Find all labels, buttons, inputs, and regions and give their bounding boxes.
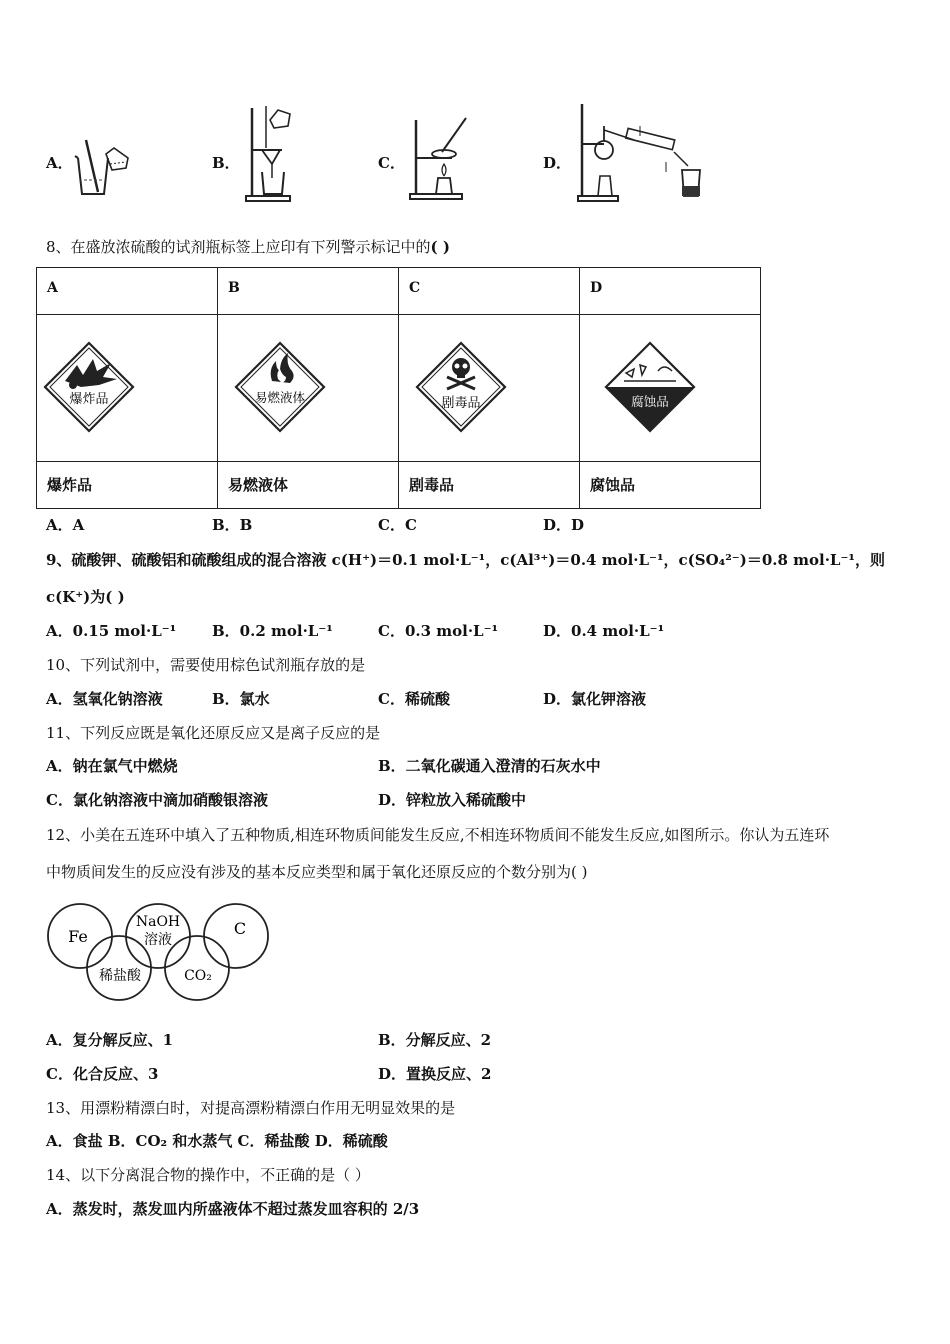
q9-stem-line2: c(K⁺)为( ) xyxy=(46,588,125,606)
table-header-d: D xyxy=(580,268,761,315)
q9-stem-line1: 9、硫酸钾、硫酸铝和硫酸组成的混合溶液 c(H⁺)＝0.1 mol·L⁻¹，c(Al³⁺)＝0.4 mol·L⁻¹，c(SO₄²⁻)＝0.8 mol·L⁻¹，则 xyxy=(46,551,885,569)
corrosive-sign-cell xyxy=(580,315,761,462)
q12-stem-line1: 12、小美在五连环中填入了五种物质,相连环物质间能发生反应,不相连环物质间不能发生反应,如图所示。你认为五连环 xyxy=(46,826,830,844)
table-header-a: A xyxy=(37,268,218,315)
q9-option-b[interactable]: B．0.2 mol·L⁻¹ xyxy=(212,622,333,640)
q12-option-b[interactable]: B．分解反应、2 xyxy=(378,1031,492,1049)
five-rings-diagram xyxy=(44,900,274,1006)
sign-text-flammable: 易燃液体 xyxy=(254,390,306,405)
q8-option-c[interactable]: C．C xyxy=(378,516,417,534)
flammable-sign-icon xyxy=(218,315,398,461)
q8-option-d[interactable]: D．D xyxy=(543,516,585,534)
q10-stem: 10、下列试剂中，需要使用棕色试剂瓶存放的是 xyxy=(46,656,366,674)
q13-options[interactable]: A．食盐 B．CO₂ 和水蒸气 C．稀盐酸 D．稀硫酸 xyxy=(46,1132,388,1150)
q12-option-c[interactable]: C．化合反应、3 xyxy=(46,1065,159,1083)
q12-option-a[interactable]: A．复分解反应、1 xyxy=(46,1031,174,1049)
q8-stem: 8、在盛放浓硫酸的试剂瓶标签上应印有下列警示标记中的( ) xyxy=(46,238,450,256)
filtration-apparatus-icon xyxy=(236,104,298,204)
table-name-b: 易燃液体 xyxy=(218,462,399,509)
sign-text-corrosive: 腐蚀品 xyxy=(631,394,669,409)
sign-text-toxic: 剧毒品 xyxy=(441,396,481,411)
q11-stem: 11、下列反应既是氧化还原反应又是离子反应的是 xyxy=(46,724,381,742)
q7-option-a-label: A． xyxy=(46,154,73,172)
ring-label-c: C xyxy=(233,919,247,938)
q9-option-a[interactable]: A．0.15 mol·L⁻¹ xyxy=(46,622,177,640)
q14-stem: 14、以下分离混合物的操作中，不正确的是（ ） xyxy=(46,1166,370,1184)
q11-option-a[interactable]: A．钠在氯气中燃烧 xyxy=(46,757,178,775)
beaker-stirring-icon xyxy=(70,136,132,198)
corrosive-sign-icon xyxy=(580,315,760,461)
q9-option-c[interactable]: C．0.3 mol·L⁻¹ xyxy=(378,622,499,640)
q12-stem-line2: 中物质间发生的反应没有涉及的基本反应类型和属于氧化还原反应的个数分别为( ) xyxy=(46,863,588,881)
ring-label-fe: Fe xyxy=(68,927,88,946)
ring-label-solution: 溶液 xyxy=(144,932,172,948)
hazard-sign-table xyxy=(36,267,761,509)
q14-option-a[interactable]: A．蒸发时，蒸发皿内所盛液体不超过蒸发皿容积的 2/3 xyxy=(46,1200,420,1218)
q12-option-d[interactable]: D．置换反应、2 xyxy=(378,1065,492,1083)
q11-option-c[interactable]: C．氯化钠溶液中滴加硝酸银溶液 xyxy=(46,791,268,809)
table-header-b: B xyxy=(218,268,399,315)
q10-option-d[interactable]: D．氯化钾溶液 xyxy=(543,690,647,708)
ring-label-co2: CO₂ xyxy=(184,968,212,984)
table-name-c: 剧毒品 xyxy=(399,462,580,509)
q8-option-a[interactable]: A．A xyxy=(46,516,85,534)
sign-text-explosive: 爆炸品 xyxy=(69,392,109,407)
ring-label-hcl: 稀盐酸 xyxy=(99,968,141,984)
table-header-c: C xyxy=(399,268,580,315)
evaporation-apparatus-icon xyxy=(404,116,470,202)
table-name-a: 爆炸品 xyxy=(37,462,218,509)
q11-option-d[interactable]: D．锌粒放入稀硫酸中 xyxy=(378,791,527,809)
distillation-apparatus-icon xyxy=(570,100,706,204)
q9-option-d[interactable]: D．0.4 mol·L⁻¹ xyxy=(543,622,665,640)
flammable-sign-cell xyxy=(218,315,399,462)
q13-stem: 13、用漂粉精漂白时，对提高漂粉精漂白作用无明显效果的是 xyxy=(46,1099,456,1117)
table-name-d: 腐蚀品 xyxy=(580,462,761,509)
q7-option-d-label: D． xyxy=(543,154,572,172)
q10-option-c[interactable]: C．稀硫酸 xyxy=(378,690,450,708)
q10-option-b[interactable]: B．氯水 xyxy=(212,690,270,708)
toxic-sign-cell xyxy=(399,315,580,462)
ring-label-naoh: NaOH xyxy=(135,914,181,930)
q7-option-b-label: B． xyxy=(212,154,240,172)
q7-option-c-label: C． xyxy=(378,154,405,172)
q11-option-b[interactable]: B．二氧化碳通入澄清的石灰水中 xyxy=(378,757,601,775)
q10-option-a[interactable]: A．氢氧化钠溶液 xyxy=(46,690,163,708)
q8-option-b[interactable]: B．B xyxy=(212,516,253,534)
explosive-sign-icon xyxy=(37,315,217,461)
explosive-sign-cell xyxy=(37,315,218,462)
toxic-sign-icon xyxy=(399,315,579,461)
